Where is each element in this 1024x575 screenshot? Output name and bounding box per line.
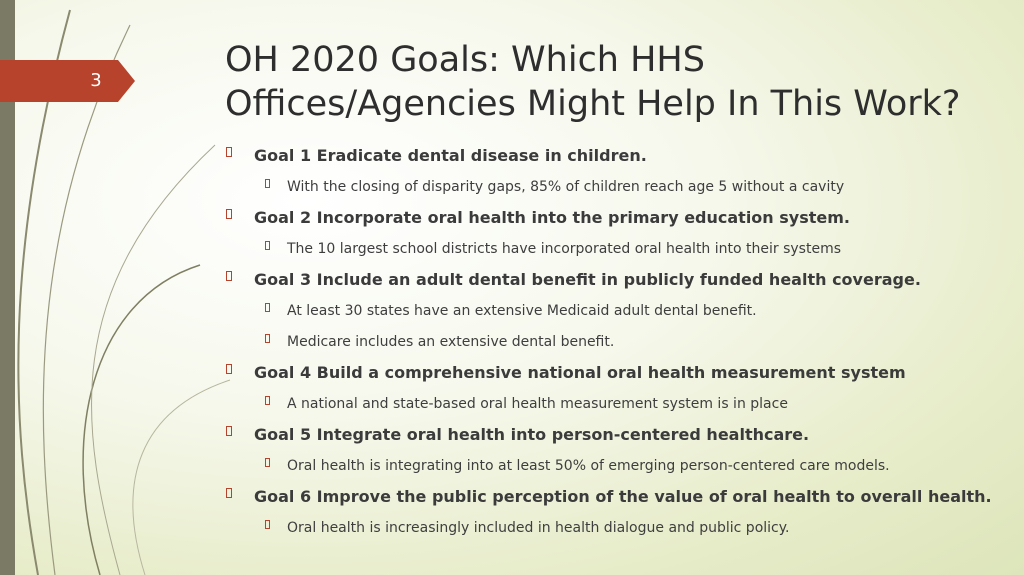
goal-label: Goal 5 Integrate oral health into person-centered healthcare. bbox=[254, 425, 810, 444]
goal-item bbox=[225, 264, 1015, 357]
goal-item bbox=[225, 140, 1015, 202]
goal-label: Goal 3 Include an adult dental benefit in publicly funded health coverage. bbox=[254, 270, 921, 289]
sub-bullet-icon bbox=[265, 303, 270, 312]
sub-item bbox=[225, 512, 1015, 543]
sub-item bbox=[225, 171, 1015, 202]
sub-bullet-icon bbox=[265, 179, 270, 188]
goal-sub-list bbox=[225, 295, 1015, 357]
slide-number-tab bbox=[0, 60, 135, 102]
sub-bullet-icon bbox=[265, 396, 270, 405]
goal-label: Goal 2 Incorporate oral health into the primary education system. bbox=[254, 208, 850, 227]
goal-item bbox=[225, 481, 1015, 543]
goal-line bbox=[225, 140, 1015, 171]
sub-item bbox=[225, 388, 1015, 419]
title-line-1: OH 2020 Goals: Which HHS bbox=[225, 40, 705, 80]
sub-item bbox=[225, 233, 1015, 264]
goal-item bbox=[225, 357, 1015, 419]
sub-item-text: A national and state-based oral health measurement system is in place bbox=[287, 395, 788, 412]
sub-bullet-icon bbox=[265, 520, 270, 529]
sub-item-text: Medicare includes an extensive dental benefit. bbox=[287, 333, 615, 350]
bullet-icon bbox=[226, 147, 232, 157]
slide-title bbox=[225, 38, 1005, 126]
goal-sub-list bbox=[225, 233, 1015, 264]
bullet-icon bbox=[226, 364, 232, 374]
sub-bullet-icon bbox=[265, 458, 270, 467]
title-line-2: Offices/Agencies Might Help In This Work? bbox=[225, 84, 961, 124]
bullet-icon bbox=[226, 488, 232, 498]
sub-item bbox=[225, 326, 1015, 357]
goal-line bbox=[225, 202, 1015, 233]
sub-item-text: The 10 largest school districts have incorporated oral health into their systems bbox=[287, 240, 841, 257]
goal-label: Goal 4 Build a comprehensive national oral health measurement system bbox=[254, 363, 906, 382]
goal-label: Goal 6 Improve the public perception of the value of oral health to overall health. bbox=[254, 487, 992, 506]
sub-item bbox=[225, 450, 1015, 481]
goal-line bbox=[225, 481, 1015, 512]
goal-line bbox=[225, 264, 1015, 295]
goal-label: Goal 1 Eradicate dental disease in children. bbox=[254, 146, 647, 165]
sub-item-text: Oral health is increasingly included in health dialogue and public policy. bbox=[287, 519, 790, 536]
goal-sub-list bbox=[225, 388, 1015, 419]
goal-sub-list bbox=[225, 450, 1015, 481]
bullet-icon bbox=[226, 426, 232, 436]
goal-sub-list bbox=[225, 512, 1015, 543]
slide-number: 3 bbox=[90, 70, 102, 91]
sub-bullet-icon bbox=[265, 334, 270, 343]
sub-item-text: With the closing of disparity gaps, 85% of children reach age 5 without a cavity bbox=[287, 178, 845, 195]
sub-item-text: At least 30 states have an extensive Medicaid adult dental benefit. bbox=[287, 302, 757, 319]
bullet-icon bbox=[226, 209, 232, 219]
goal-item bbox=[225, 419, 1015, 481]
goal-item bbox=[225, 202, 1015, 264]
goal-line bbox=[225, 419, 1015, 450]
goals-list bbox=[225, 140, 1015, 543]
sub-item-text: Oral health is integrating into at least 50% of emerging person-centered care models. bbox=[287, 457, 890, 474]
goal-line bbox=[225, 357, 1015, 388]
goal-sub-list bbox=[225, 171, 1015, 202]
sub-item bbox=[225, 295, 1015, 326]
bullet-icon bbox=[226, 271, 232, 281]
sub-bullet-icon bbox=[265, 241, 270, 250]
